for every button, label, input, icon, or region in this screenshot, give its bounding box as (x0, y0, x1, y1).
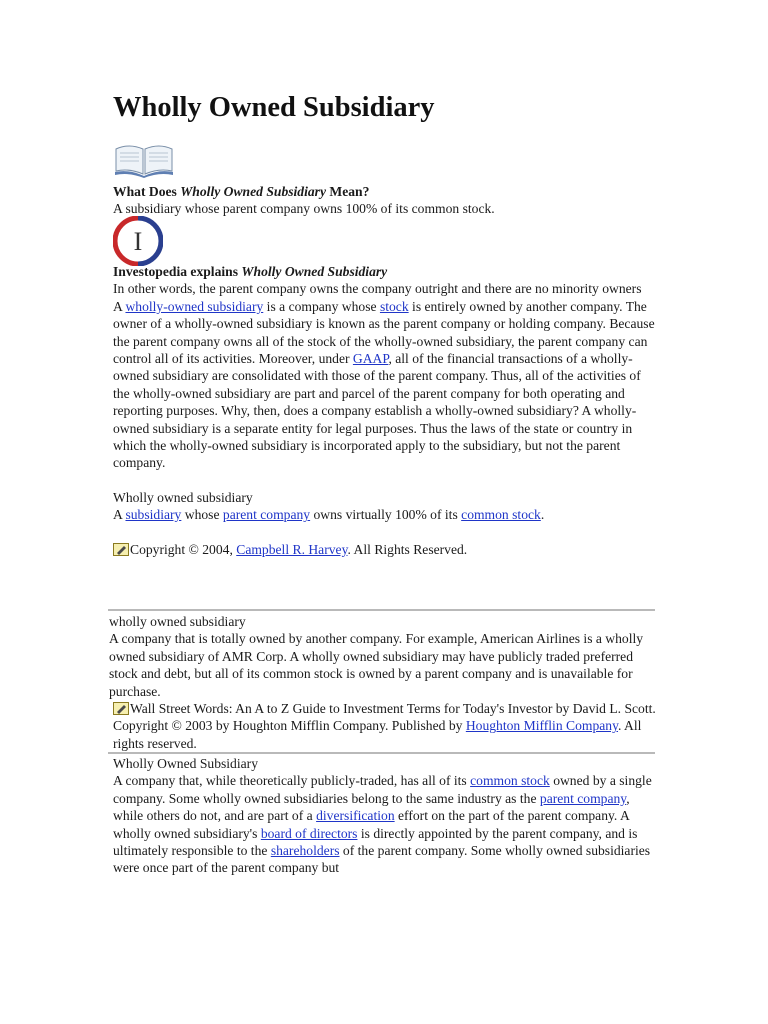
investopedia-explains-section (113, 263, 657, 558)
text-span: A company that, while theoretically publicly-traded, has all of its (113, 773, 471, 789)
link-subsidiary[interactable]: subsidiary (125, 507, 182, 523)
link-houghton-mifflin[interactable]: Houghton Mifflin Company (465, 718, 619, 734)
explains-heading (113, 263, 657, 280)
text-span: of the parent company. Some wholly owned subsidiaries were once part of the parent company but (113, 843, 651, 876)
link-stock[interactable]: stock (379, 298, 409, 314)
wsw-term: wholly owned subsidiary (109, 614, 246, 629)
what-does-heading (113, 183, 657, 200)
text-span: Copyright © 2004, (130, 541, 237, 557)
farlex-term: Wholly Owned Subsidiary (113, 756, 258, 771)
logo-letter: I (133, 227, 143, 256)
link-campbell-harvey[interactable]: Campbell R. Harvey (236, 541, 348, 557)
farlex-section (113, 755, 658, 877)
link-shareholders[interactable]: shareholders (270, 843, 340, 859)
explains-term: Wholly Owned Subsidiary (241, 264, 388, 279)
harvey-definition (113, 506, 657, 523)
section-divider (108, 752, 655, 754)
link-parent-company[interactable]: parent company (222, 507, 311, 523)
open-book-icon (113, 141, 175, 179)
what-does-term: Wholly Owned Subsidiary (180, 184, 326, 199)
text-span: is a company whose (263, 298, 380, 314)
explains-text: In other words, the parent company owns the company outright and there are no minority owners (113, 281, 642, 297)
text-span: . All rights reserved. (113, 718, 642, 751)
text-span: , while others do not, and are part of a (113, 790, 630, 824)
text-span: A (113, 507, 126, 523)
text-span: is entirely owned by another company. The owner of a wholly-owned subsidiary is known as the parent company or holding company. Because the parent company owns all of the stock of the wholly-owned subsidiary, the parent company can control all of its activities. Moreover, under (113, 298, 655, 367)
text-span: is directly appointed by the parent company, and is ultimately responsible to the (113, 825, 638, 859)
copyright-note-icon (113, 543, 129, 556)
investopedia-logo-icon (113, 216, 163, 266)
farlex-definition (113, 772, 658, 876)
link-gaap[interactable]: GAAP (352, 351, 389, 367)
text-span: effort on the part of the parent company. A wholly owned subsidiary's (113, 808, 630, 841)
investopedia-definition: A subsidiary whose parent company owns 100% of its common stock. (113, 201, 495, 217)
text-span: owns virtually 100% of its (310, 507, 462, 523)
text-span: . All Rights Reserved. (347, 541, 468, 557)
wall-street-words-section (109, 613, 661, 752)
link-parent-company-2[interactable]: parent company (539, 790, 627, 806)
text-span: Wall Street Words: An A to Z Guide to Investment Terms for Today's Investor by David L. Scott. Copyright © 2003 by Houghton Mifflin Company. Published by (113, 701, 656, 734)
text-span: whose (181, 507, 223, 523)
link-common-stock-2[interactable]: common stock (470, 773, 550, 789)
wsw-definition: A company that is totally owned by another company. For example, American Airlines is a wholly owned subsidiary of AMR Corp. A wholly owned subsidiary may have publicly traded preferred stock and debt, but all of its common stock is owned by a parent company and is unavailable for purchase. (109, 631, 644, 699)
link-board-of-directors[interactable]: board of directors (260, 825, 358, 841)
what-does-prefix: What Does (113, 184, 181, 199)
harvey-paragraph (113, 298, 657, 472)
wsw-source (109, 700, 661, 752)
link-common-stock[interactable]: common stock (461, 507, 541, 523)
what-does-suffix: Mean? (326, 184, 370, 199)
source-note-icon (113, 702, 129, 715)
harvey-copyright (113, 541, 657, 558)
text-span: , all of the financial transactions of a wholly-owned subsidiary are consolidated with those of the parent company. Thus, all of the activities of the wholly-owned subsidiary are part and parcel of the parent company for both operating and reporting purposes. Why, then, does a company establish a wholly-owned subsidiary? A wholly-owned subsidiary is a separate entity for legal purposes. Thus the laws of the state or country in which the wholly-owned subsidiary is incorporated apply to the subsidiary, but not the parent company. (113, 351, 641, 471)
text-span: A (113, 298, 126, 314)
section-divider (108, 609, 655, 611)
text-span: owned by a single company. Some wholly owned subsidiaries belong to the same industry as the (113, 773, 652, 806)
link-diversification[interactable]: diversification (316, 808, 395, 824)
page-title: Wholly Owned Subsidiary (113, 92, 435, 123)
text-span: . (540, 507, 545, 523)
what-does-section (113, 183, 657, 218)
harvey-term-heading: Wholly owned subsidiary (113, 489, 253, 505)
link-wholly-owned-subsidiary[interactable]: wholly-owned subsidiary (125, 298, 264, 314)
explains-prefix: Investopedia explains (113, 264, 242, 279)
